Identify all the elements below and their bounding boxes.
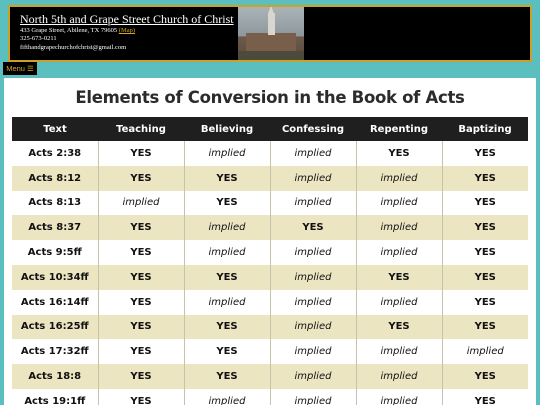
element-cell: YES [98,141,184,166]
page-title: Elements of Conversion in the Book of Acts [75,88,465,107]
text-reference-cell: Acts 19:1ff [12,389,98,405]
element-cell: YES [184,191,270,216]
table-row [12,315,528,340]
element-cell: implied [356,240,442,265]
element-cell: implied [270,389,356,405]
element-cell: implied [270,141,356,166]
text-reference-cell: Acts 18:8 [12,364,98,389]
text-reference-cell: Acts 16:14ff [12,290,98,315]
site-header [8,5,532,62]
address-text: 433 Grape Street, Abilene, TX 79605 [20,27,118,34]
element-cell: YES [270,215,356,240]
element-cell: YES [98,240,184,265]
text-reference-cell: Acts 2:38 [12,141,98,166]
element-cell: implied [270,265,356,290]
text-reference-cell: Acts 9:5ff [12,240,98,265]
element-cell: YES [442,265,528,290]
table-header-row [12,117,528,141]
element-cell: YES [356,265,442,290]
element-cell: implied [98,191,184,216]
church-photo [238,7,304,60]
element-cell: implied [184,141,270,166]
element-cell: YES [356,141,442,166]
table-row [12,240,528,265]
table-row [12,141,528,166]
table-row [12,339,528,364]
church-ground [238,51,304,60]
element-cell: YES [184,166,270,191]
element-cell: implied [184,290,270,315]
menu-button[interactable]: Menu ☰ [3,62,37,75]
element-cell: YES [442,290,528,315]
church-spire [268,7,274,14]
element-cell: YES [98,339,184,364]
address-line [20,27,135,35]
element-cell: implied [356,290,442,315]
element-cell: YES [442,240,528,265]
element-cell: implied [270,364,356,389]
element-cell: implied [270,240,356,265]
element-cell: YES [98,315,184,340]
table-row [12,389,528,405]
element-cell: YES [98,389,184,405]
element-cell: YES [184,364,270,389]
element-cell: implied [356,191,442,216]
table-row [12,265,528,290]
column-header-believing: Believing [184,117,270,141]
element-cell: YES [442,166,528,191]
email-address[interactable]: fifthandgrapechurchofchrist@gmail.com [20,43,127,51]
text-reference-cell: Acts 16:25ff [12,315,98,340]
element-cell: implied [270,166,356,191]
text-reference-cell: Acts 10:34ff [12,265,98,290]
element-cell: YES [98,166,184,191]
element-cell: YES [442,315,528,340]
conversion-table [12,117,528,405]
element-cell: YES [442,389,528,405]
element-cell: YES [442,191,528,216]
element-cell: YES [442,215,528,240]
element-cell: implied [356,364,442,389]
element-cell: implied [356,166,442,191]
element-cell: implied [184,240,270,265]
element-cell: implied [270,339,356,364]
text-reference-cell: Acts 17:32ff [12,339,98,364]
column-header-confessing: Confessing [270,117,356,141]
element-cell: YES [98,265,184,290]
element-cell: implied [356,389,442,405]
element-cell: YES [98,290,184,315]
element-cell: implied [356,339,442,364]
element-cell: implied [184,215,270,240]
element-cell: implied [270,315,356,340]
element-cell: YES [442,141,528,166]
phone-number: 325-673-0211 [20,35,57,43]
element-cell: implied [270,290,356,315]
element-cell: YES [356,315,442,340]
text-reference-cell: Acts 8:37 [12,215,98,240]
site-title-link[interactable]: North 5th and Grape Street Church of Christ [20,12,234,26]
main-content [4,78,536,405]
element-cell: YES [184,339,270,364]
table-row [12,290,528,315]
church-steeple [268,13,275,35]
contact-info [20,27,135,52]
table-row [12,364,528,389]
column-header-repenting: Repenting [356,117,442,141]
element-cell: YES [184,315,270,340]
element-cell: YES [98,215,184,240]
element-cell: YES [442,364,528,389]
element-cell: implied [184,389,270,405]
text-reference-cell: Acts 8:13 [12,191,98,216]
element-cell: implied [270,191,356,216]
table-row [12,166,528,191]
column-header-baptizing: Baptizing [442,117,528,141]
table-body [12,141,528,405]
church-building [246,33,296,51]
element-cell: YES [184,265,270,290]
table-row [12,191,528,216]
table-row [12,215,528,240]
element-cell: YES [98,364,184,389]
element-cell: implied [442,339,528,364]
map-link[interactable]: (Map) [118,27,136,34]
column-header-teaching: Teaching [98,117,184,141]
text-reference-cell: Acts 8:12 [12,166,98,191]
column-header-text: Text [12,117,98,141]
element-cell: implied [356,215,442,240]
